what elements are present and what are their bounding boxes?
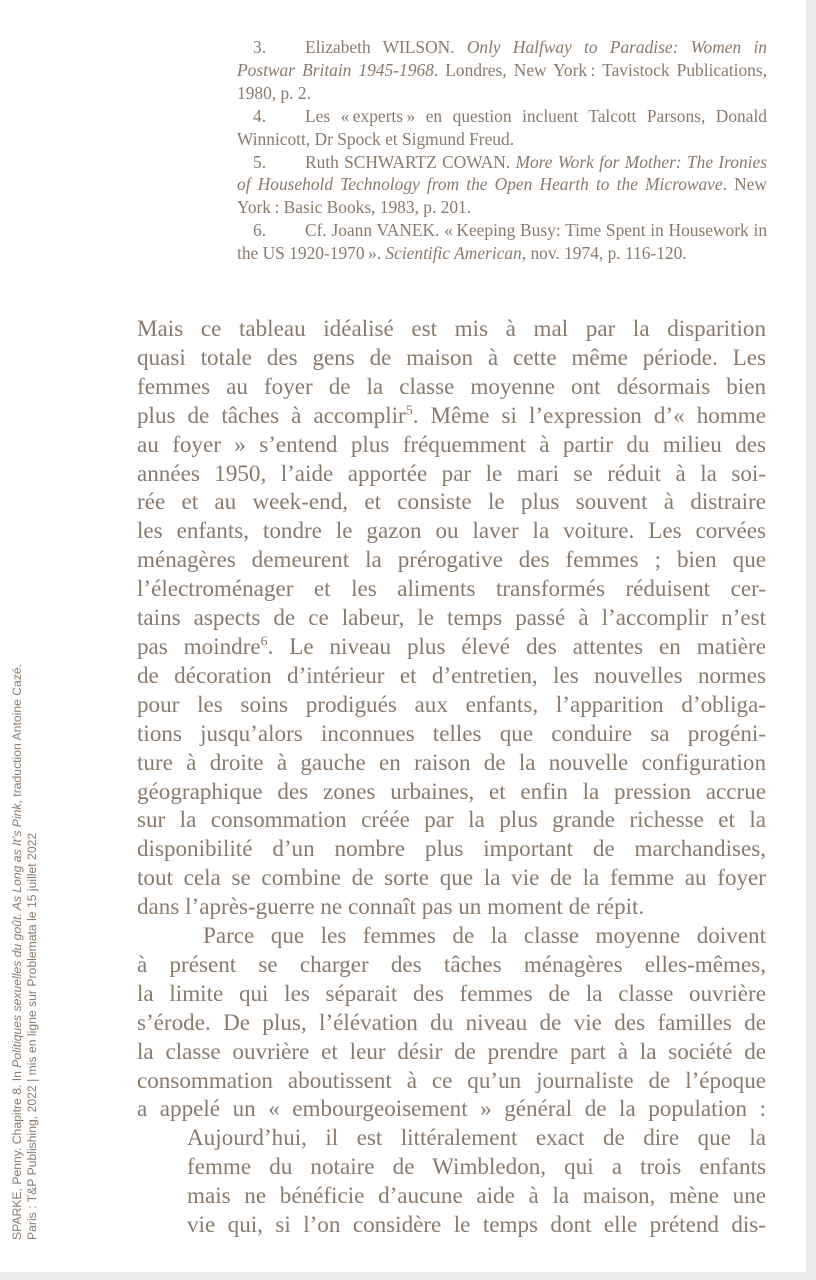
footnote-text: Les « experts » en question incluent Talcott Parsons, Donald Winnicott, Dr Spock et Sigmund Freud. bbox=[237, 105, 767, 149]
quote-line: Aujourd’hui, il est littéralement exact de dire que la bbox=[187, 1124, 766, 1151]
text-line: de décoration d’intérieur et d’entretien, les nouvelles normes bbox=[137, 661, 766, 688]
text-line: les enfants, tondre le gazon ou laver la voiture. Les corvées bbox=[137, 517, 766, 544]
footnote-number: 3. bbox=[253, 37, 267, 57]
quote-line: vie qui, si l’on considère le temps dont elle prétend dis- bbox=[187, 1211, 766, 1238]
text-line: la classe ouvrière et leur désir de prendre part à la société de bbox=[137, 1037, 766, 1064]
text-line: dans l’après-guerre ne connaît pas un moment de répit. bbox=[137, 893, 645, 920]
body-text bbox=[137, 314, 766, 1239]
footnote-title: Only Halfway to Paradise: Women in Postwar Britain 1945-1968 bbox=[237, 37, 767, 80]
footnote-number: 5. bbox=[253, 151, 267, 172]
paragraph-1 bbox=[137, 314, 766, 921]
quote-line: mais ne bénéficie d’aucune aide à la maison, mène une bbox=[187, 1182, 766, 1209]
text-line: la limite qui les séparait des femmes de la classe ouvrière bbox=[137, 979, 766, 1006]
text-line: tains aspects de ce labeur, le temps passé à l’accomplir n’est bbox=[137, 604, 766, 631]
text-line: tions jusqu’alors inconnues telles que conduire sa progéni- bbox=[137, 719, 766, 746]
text-line: l’électroménager et les aliments transformés réduisent cer- bbox=[137, 575, 766, 602]
text-line bbox=[137, 401, 766, 430]
quote-line: femme du notaire de Wimbledon, qui a trois enfants bbox=[187, 1153, 766, 1180]
text-line: Parce que les femmes de la classe moyenne doivent bbox=[203, 922, 766, 949]
footnote-text: . Londres, New York : Tavistock Publications, 1980, p. 2. bbox=[237, 59, 767, 103]
footnote-text: , nov. 1974, p. 116-120. bbox=[521, 243, 687, 264]
footnote-ref-6: 6 bbox=[260, 633, 268, 649]
text-line: tout cela se combine de sorte que la vie de la femme au foyer bbox=[137, 864, 766, 891]
text-line: Mais ce tableau idéalisé est mis à mal par la disparition bbox=[137, 315, 766, 341]
footnote-author: Elizabeth WILSON. bbox=[305, 37, 455, 57]
footnote-number: 4. bbox=[253, 105, 267, 126]
text-line: à présent se charger des tâches ménagères elles-mêmes, bbox=[137, 950, 766, 977]
text-line: rée et au week-end, et consiste le plus souvent à distraire bbox=[137, 488, 766, 515]
text-run: plus de tâches à accomplir bbox=[137, 401, 406, 428]
text-line: au foyer » s’entend plus fréquemment à partir du milieu des bbox=[137, 430, 766, 457]
footnote-4 bbox=[237, 105, 767, 151]
text-run: . Le niveau plus élevé des attentes en matière bbox=[267, 632, 766, 659]
footnote-author: Ruth SCHWARTZ COWAN. bbox=[305, 151, 511, 172]
text-line: a appelé un « embourgeoisement » général de la population : bbox=[137, 1095, 766, 1122]
paragraph-2 bbox=[137, 921, 766, 1123]
footnotes bbox=[237, 36, 767, 265]
text-line: s’érode. De plus, l’élévation du niveau de vie des familles de bbox=[137, 1008, 766, 1035]
citation-text: , traduction Antoine Cazé. bbox=[10, 663, 24, 804]
footnote-ref-5: 5 bbox=[405, 402, 413, 418]
footnote-text: . New York : Basic Books, 1983, p. 201. bbox=[237, 174, 767, 218]
text-line bbox=[137, 632, 766, 661]
footnote-author: Cf. Joann VANEK. bbox=[305, 220, 440, 241]
footnote-text: « Keeping Busy: Time Spent in Housework in the US 1920-1970 ». bbox=[237, 220, 768, 264]
footnote-5 bbox=[237, 151, 767, 220]
text-line: disponibilité d’un nombre plus important de marchandises, bbox=[137, 835, 766, 862]
citation-sidebar bbox=[10, 664, 40, 1240]
text-line: années 1950, l’aide apportée par le mari se réduit à la soi- bbox=[137, 459, 766, 486]
block-quote bbox=[137, 1123, 766, 1239]
text-line: géographique des zones urbaines, et enfin la pression accrue bbox=[137, 777, 766, 804]
citation-title: Politiques sexuelles du goût. As Long as It’s Pink bbox=[10, 803, 24, 1068]
citation-line-1 bbox=[10, 664, 25, 1240]
footnote-title: More Work for Mother: The Ironies of Household Technology from the Open Hearth to the Microwave bbox=[237, 151, 767, 195]
text-line: ménagères demeurent la prérogative des femmes ; bien que bbox=[137, 546, 766, 573]
footnote-title: Scientific American bbox=[385, 243, 522, 264]
citation-text: SPARKE, Penny. Chapitre 8. In bbox=[10, 1067, 24, 1240]
text-run: pas moindre bbox=[137, 632, 261, 659]
footnote-number: 6. bbox=[253, 220, 267, 241]
footnote-6 bbox=[237, 219, 767, 265]
text-run: . Même si l’expression d’« homme bbox=[412, 401, 766, 428]
text-line: pour les soins prodigués aux enfants, l’apparition d’obliga- bbox=[137, 690, 766, 717]
text-line: sur la consommation créée par la plus grande richesse et la bbox=[137, 806, 766, 833]
text-line: quasi totale des gens de maison à cette même période. Les bbox=[137, 343, 766, 370]
citation-line-2: Paris : T&P Publishing, 2022 | mis en ligne sur Problemata le 15 juillet 2022 bbox=[25, 832, 39, 1240]
text-line: consommation aboutissent à ce qu’un journaliste de l’époque bbox=[137, 1066, 766, 1093]
text-line: ture à droite à gauche en raison de la nouvelle configuration bbox=[137, 748, 766, 775]
footnote-3 bbox=[237, 36, 767, 105]
text-line: femmes au foyer de la classe moyenne ont désormais bien bbox=[137, 372, 766, 399]
